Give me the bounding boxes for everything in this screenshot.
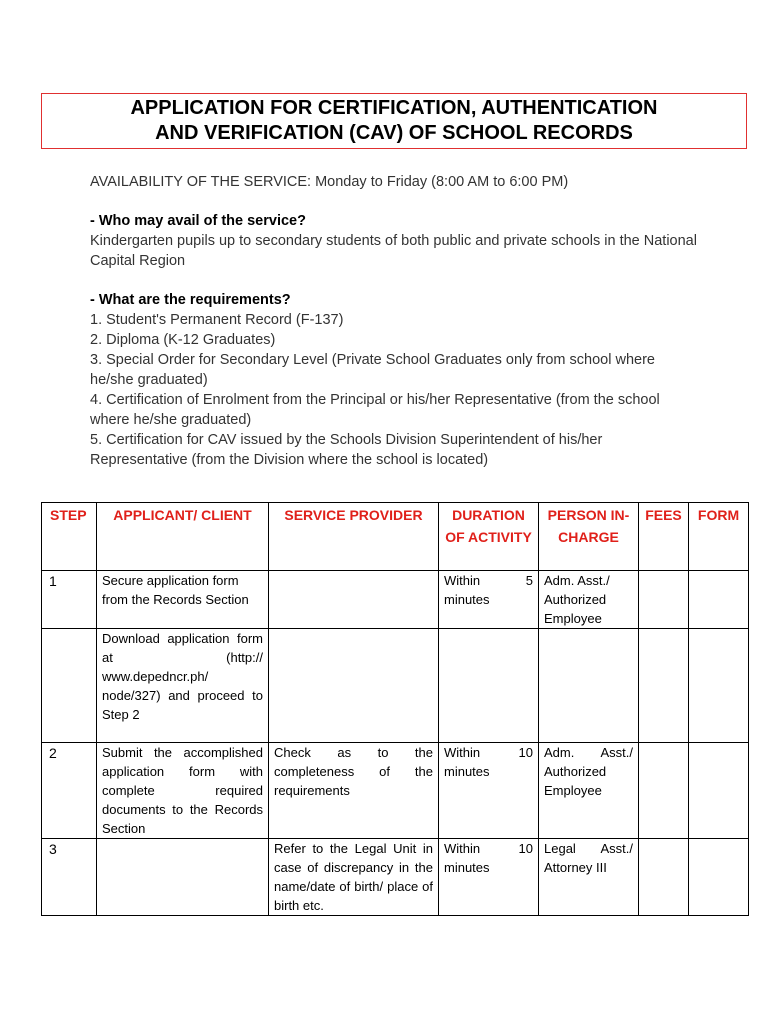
duration-cell: Within 5 minutes: [439, 571, 539, 629]
fees-cell: [639, 629, 689, 743]
fees-cell: [639, 743, 689, 839]
provider-cell: Check as to the completeness of the requirements: [269, 743, 439, 839]
client-cell: [97, 839, 269, 916]
person-cell: Adm. Asst./ Authorized Employee: [539, 571, 639, 629]
step-cell: [42, 629, 97, 743]
table-header-row: [42, 503, 749, 571]
header-duration: DURATION OF ACTIVITY: [439, 503, 539, 571]
duration-cell: Within 10 minutes: [439, 839, 539, 916]
table-row: [42, 839, 749, 916]
title-line-2: AND VERIFICATION (CAV) OF SCHOOL RECORDS: [155, 122, 633, 144]
requirement-item: 5. Certification for CAV issued by the Schools Division Superintendent of his/her Representative (from the Division where the school is located): [90, 432, 603, 468]
table-row: [42, 571, 749, 629]
form-cell: [689, 743, 749, 839]
table-row: [42, 743, 749, 839]
step-cell: 1: [42, 571, 97, 629]
provider-cell: Refer to the Legal Unit in case of discrepancy in the name/date of birth/ place of birth etc.: [269, 839, 439, 916]
requirement-item: 2. Diploma (K-12 Graduates): [90, 332, 276, 348]
title-line-1: APPLICATION FOR CERTIFICATION, AUTHENTICATION: [130, 97, 658, 119]
fees-cell: [639, 839, 689, 916]
document-title: [41, 93, 747, 149]
provider-cell: [269, 571, 439, 629]
form-cell: [689, 571, 749, 629]
header-person: PERSON IN-CHARGE: [539, 503, 639, 571]
client-cell: Secure application form from the Records Section: [97, 571, 269, 629]
client-cell: Download application form at (http:// www.depedncr.ph/ node/327) and proceed to Step 2: [97, 629, 269, 743]
person-cell: Legal Asst./ Attorney III: [539, 839, 639, 916]
step-cell: 3: [42, 839, 97, 916]
availability-text: AVAILABILITY OF THE SERVICE: Monday to Friday (8:00 AM to 6:00 PM): [90, 174, 569, 190]
requirement-item: 4. Certification of Enrolment from the Principal or his/her Representative (from the school where he/she graduated): [90, 392, 660, 428]
header-applicant: APPLICANT/ CLIENT: [97, 503, 269, 571]
table-row: [42, 629, 749, 743]
duration-cell: Within 10 minutes: [439, 743, 539, 839]
process-table: [41, 502, 749, 916]
form-cell: [689, 839, 749, 916]
person-cell: Adm. Asst./ Authorized Employee: [539, 743, 639, 839]
duration-cell: [439, 629, 539, 743]
fees-cell: [639, 571, 689, 629]
who-question: - Who may avail of the service?: [90, 213, 306, 229]
header-form: FORM: [689, 503, 749, 571]
requirement-item: 3. Special Order for Secondary Level (Private School Graduates only from school where he/she graduated): [90, 352, 655, 388]
header-provider: SERVICE PROVIDER: [269, 503, 439, 571]
requirements-question: - What are the requirements?: [90, 292, 291, 308]
person-cell: [539, 629, 639, 743]
who-answer: Kindergarten pupils up to secondary students of both public and private schools in the National Capital Region: [90, 233, 697, 269]
form-cell: [689, 629, 749, 743]
client-cell: Submit the accomplished application form with complete required documents to the Records Section: [97, 743, 269, 839]
provider-cell: [269, 629, 439, 743]
header-step: STEP: [42, 503, 97, 571]
step-cell: 2: [42, 743, 97, 839]
service-info: [90, 172, 700, 470]
header-fees: FEES: [639, 503, 689, 571]
requirement-item: 1. Student's Permanent Record (F-137): [90, 312, 344, 328]
